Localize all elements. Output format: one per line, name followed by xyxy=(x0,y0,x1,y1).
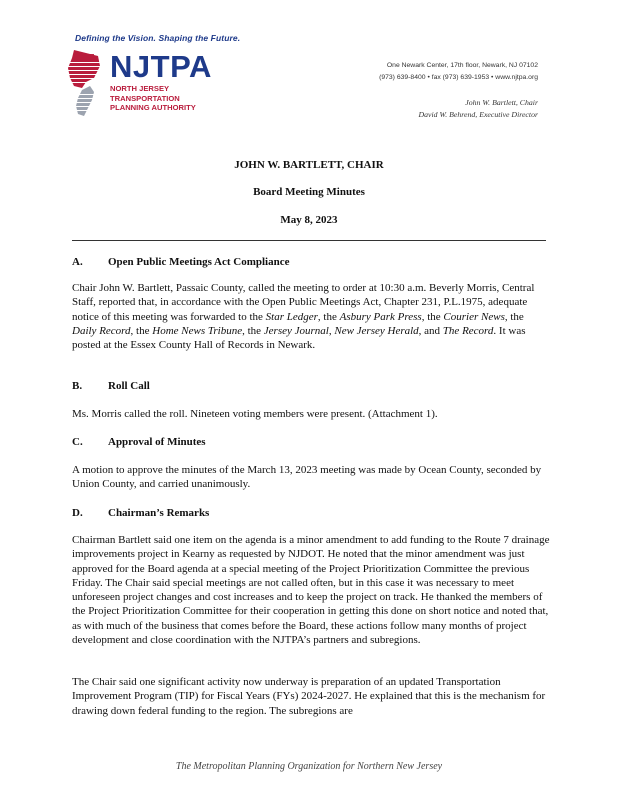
document-title: Board Meeting Minutes xyxy=(253,186,365,198)
section-b-body: Ms. Morris called the roll. Nineteen voting members were present. (Attachment 1). xyxy=(72,408,438,420)
section-c-title: Approval of Minutes xyxy=(108,436,206,448)
newspaper-name: Daily Record xyxy=(72,324,131,337)
section-a-text: Chair John W. Bartlett, Passaic County, called the meeting to order at 10:30 a.m. Beverly Morris, Central Staff, reported that, in accordance with the Open Public Meetings Act, Chapter 231, P.L.1975, adequate notice of this meeting was forwarded to the xyxy=(72,282,535,323)
separator: , the xyxy=(504,310,524,323)
chair-name: John W. Bartlett, Chair xyxy=(465,98,538,107)
section-b-heading xyxy=(72,380,150,392)
phone-fax-web: (973) 639-8400 • fax (973) 639-1953 • www.njtpa.org xyxy=(379,74,538,81)
organization-name xyxy=(110,84,196,113)
officers xyxy=(418,97,538,121)
separator: , the xyxy=(317,310,340,323)
section-d-heading xyxy=(72,507,209,519)
newspaper-name: The Record xyxy=(442,324,494,337)
section-c-body: A motion to approve the minutes of the March 13, 2023 meeting was made by Ocean County, seconded by Union County, and carried unanimously. xyxy=(72,464,542,491)
tagline: Defining the Vision. Shaping the Future. xyxy=(75,33,241,43)
section-d-paragraph-2: The Chair said one significant activity now underway is preparation of an updated Transportation Improvement Program (TIP) for Fiscal Years (FYs) 2024-2027. He explained that this is the mechanism for drawing down federal funding to the region. The subregions are xyxy=(72,676,546,717)
footer-tagline: The Metropolitan Planning Organization for Northern New Jersey xyxy=(175,761,443,772)
separator: , xyxy=(328,324,335,337)
section-a-text: . It was posted at the Essex County Hall of Records in Newark. xyxy=(72,324,526,352)
separator: , the xyxy=(242,324,264,337)
newspaper-name: Courier News xyxy=(443,310,505,323)
chair-heading: JOHN W. BARTLETT, CHAIR xyxy=(234,159,384,171)
separator: , the xyxy=(130,324,153,337)
org-line-3: PLANNING AUTHORITY xyxy=(110,103,196,112)
contact-info xyxy=(379,60,538,84)
address: One Newark Center, 17th floor, Newark, NJ 07102 xyxy=(386,62,538,69)
divider xyxy=(72,240,546,241)
logo-wordmark: NJTPA xyxy=(110,49,212,84)
section-c-heading xyxy=(72,436,206,448)
separator: , and xyxy=(418,324,443,337)
newspaper-name: New Jersey Herald xyxy=(334,324,419,337)
nj-map-logo-icon xyxy=(60,48,106,120)
section-d-letter: D. xyxy=(72,507,83,519)
newspaper-name: Asbury Park Press xyxy=(339,310,422,323)
newspaper-name: Jersey Journal xyxy=(263,324,329,337)
section-a-letter: A. xyxy=(72,256,83,268)
separator: , the xyxy=(421,310,444,323)
section-a-heading xyxy=(72,256,290,268)
org-line-1: NORTH JERSEY xyxy=(110,84,170,93)
executive-director: David W. Behrend, Executive Director xyxy=(418,110,538,119)
section-b-title: Roll Call xyxy=(108,380,150,392)
section-a-title: Open Public Meetings Act Compliance xyxy=(108,256,290,268)
section-c-letter: C. xyxy=(72,436,83,448)
section-a-body xyxy=(72,281,550,352)
section-d-title: Chairman’s Remarks xyxy=(108,507,210,519)
meeting-date: May 8, 2023 xyxy=(280,214,338,226)
newspaper-name: Home News Tribune xyxy=(152,324,243,337)
section-d-paragraph-1: Chairman Bartlett said one item on the agenda is a minor amendment to add funding to the Route 7 drainage improvements project in Kearny as requested by NJDOT. He noted that the minor amendment was just approved for the Board agenda at a special meeting of the Project Prioritization Committee the previous Friday. The Chair said special meetings are not called often, but in this case it was necessary to meet unforeseen project changes and cost increases and to keep the project on track. He thanked the members of the Project Prioritization Committee for their cooperation in getting this done on short notice and noted that, as with much of the business that comes before the Board, these actions follow many months of project development and close coordination with the NJTPA’s partners and subregions. xyxy=(72,534,550,647)
newspaper-name: Star Ledger xyxy=(265,310,318,323)
org-line-2: TRANSPORTATION xyxy=(110,93,180,103)
section-b-letter: B. xyxy=(72,380,83,392)
